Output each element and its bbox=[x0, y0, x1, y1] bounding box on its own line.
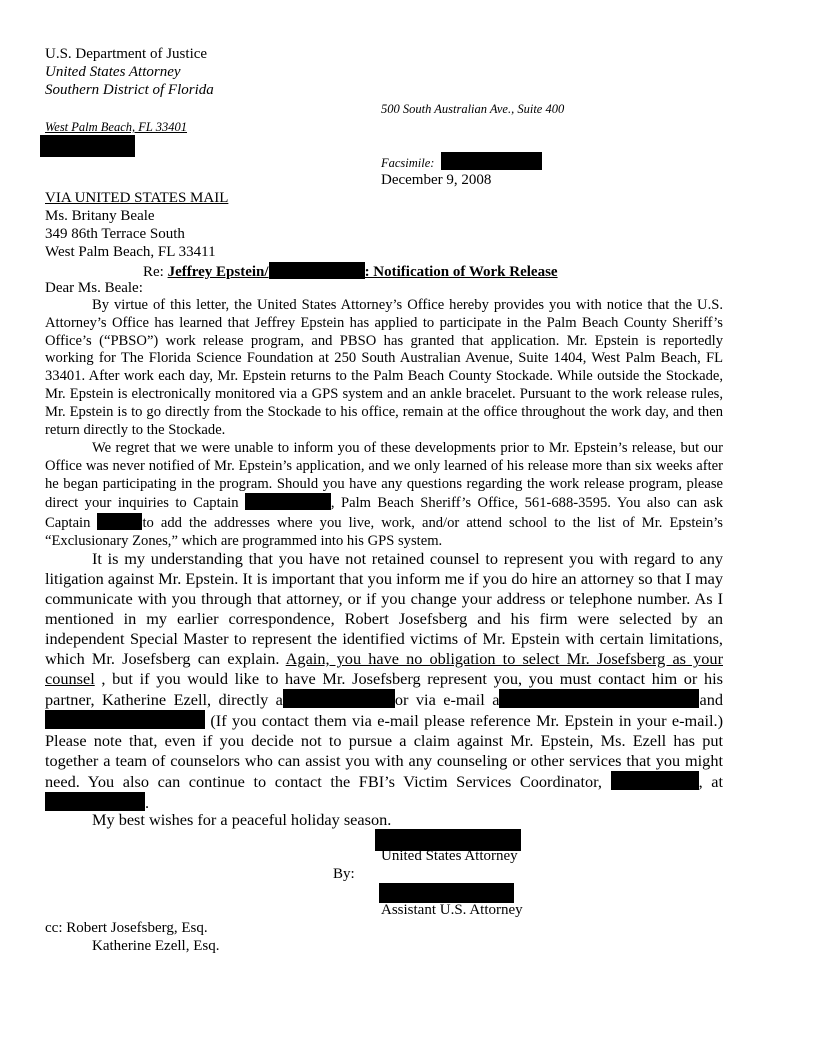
redaction-block bbox=[499, 689, 699, 708]
paragraph-text: and bbox=[699, 690, 723, 709]
street-address: 500 South Australian Ave., Suite 400 bbox=[381, 102, 565, 116]
redaction-block bbox=[441, 152, 542, 170]
redaction-block bbox=[45, 710, 205, 729]
paragraph-inquiries bbox=[45, 440, 723, 551]
re-subject-start: Jeffrey Epstein/ bbox=[167, 264, 269, 280]
signature-title-ausa: Assistant U.S. Attorney bbox=[381, 902, 523, 918]
re-label: Re: bbox=[143, 264, 164, 280]
paragraph-text: , Palm Beach Sheriff’s Office, 561-688-3595. You also can ask Captain bbox=[45, 495, 723, 532]
district-name: Southern District of Florida bbox=[45, 82, 214, 98]
paragraph-counsel bbox=[45, 549, 723, 813]
redaction-block bbox=[611, 771, 699, 790]
paragraph-work-release: By virtue of this letter, the United States Attorney’s Office hereby provides you with notice that the U.S. Attorney’s Office has learned that Jeffrey Epstein has applied to participate in the Palm Beach County Sheriff’s Office’s (“PBSO”) work release program, and PBSO has granted that application. Mr. Epstein is reportedly working for The Florida Science Foundation at 250 South Australian Avenue, Suite 1404, West Palm Beach, FL 33401. After work each day, Mr. Epstein returns to the Palm Beach County Stockade. While outside the Stockade, Mr. Epstein is electronically monitored via a GPS system and an ankle bracelet. Pursuant to the work release rules, Mr. Epstein is to go directly from the Stockade to his office, remain at the office throughout the work day, and then return directly to the Stockade. bbox=[45, 297, 723, 438]
re-line bbox=[143, 262, 558, 281]
cc-line: cc: Robert Josefsberg, Esq. bbox=[45, 920, 208, 936]
paragraph-text: to add the addresses where you live, work, and/or attend school to the list of Mr. Epstein’s “Exclusionary Zones,” which are programmed into his GPS system. bbox=[45, 515, 723, 549]
cc-line-second: Katherine Ezell, Esq. bbox=[92, 938, 220, 954]
signature-by-label: By: bbox=[333, 866, 355, 882]
redaction-block bbox=[283, 689, 395, 708]
underlined-notice: Again, you have no obligation to select Mr. Josefsberg as your counsel bbox=[45, 649, 723, 688]
redaction-block bbox=[97, 513, 142, 530]
recipient-city: West Palm Beach, FL 33411 bbox=[45, 244, 216, 260]
office-name: United States Attorney bbox=[45, 64, 181, 80]
facsimile-label: Facsimile: bbox=[381, 156, 435, 170]
paragraph-text: , at bbox=[698, 772, 724, 791]
recipient-street: 349 86th Terrace South bbox=[45, 226, 185, 242]
redaction-block bbox=[45, 792, 145, 811]
re-subject-end: : Notification of Work Release bbox=[364, 264, 558, 280]
department-name: U.S. Department of Justice bbox=[45, 46, 208, 62]
redaction-block bbox=[245, 493, 331, 510]
letter-date: December 9, 2008 bbox=[381, 172, 492, 188]
paragraph-text: (If you contact them via e-mail please reference Mr. Epstein in your e-mail.) Please note that, even if you decide not to pursue a claim against Mr. Epstein, Ms. Ezell has put together a team of counselors who can assist you with any counseling or other services that you might need. You also can continue to contact the FBI’s Victim Services Coordinator, bbox=[45, 711, 723, 791]
paragraph-text: It is my understanding that you have not retained counsel to represent you with regard to any litigation against Mr. Epstein. It is important that you inform me if you do hire an attorney so that I may communicate with you through that attorney, or if you change your address or telephone number. As I mentioned in my earlier correspondence, Robert Josefsberg and his firm were selected by an independent Special Master to represent the identified victims of Mr. Epstein with certain limitations, which Mr. Josefsberg can explain. bbox=[45, 549, 723, 668]
closing-line: My best wishes for a peaceful holiday season. bbox=[92, 810, 392, 829]
paragraph-text: We regret that we were unable to inform you of these developments prior to Mr. Epstein’s release, but our Office was never notified of Mr. Epstein’s application, and we only learned of his release more than six weeks after he began participating in the program. Should you have any questions regarding the work release program, please direct your inquiries to Captain bbox=[45, 440, 723, 512]
delivery-method: VIA UNITED STATES MAIL bbox=[45, 190, 229, 206]
redaction-block bbox=[40, 135, 135, 157]
paragraph-text: , but if you would like to have Mr. Josefsberg represent you, you must contact him or his partner, Katherine Ezell, directly a bbox=[45, 669, 723, 709]
recipient-name: Ms. Britany Beale bbox=[45, 208, 155, 224]
redaction-block bbox=[379, 883, 514, 903]
salutation: Dear Ms. Beale: bbox=[45, 280, 143, 296]
redaction-block bbox=[269, 262, 365, 279]
paragraph-text: or via e-mail a bbox=[394, 690, 500, 709]
paragraph-text: . bbox=[145, 793, 150, 812]
city-address: West Palm Beach, FL 33401 bbox=[45, 120, 188, 134]
signature-title-us-attorney: United States Attorney bbox=[381, 848, 518, 864]
